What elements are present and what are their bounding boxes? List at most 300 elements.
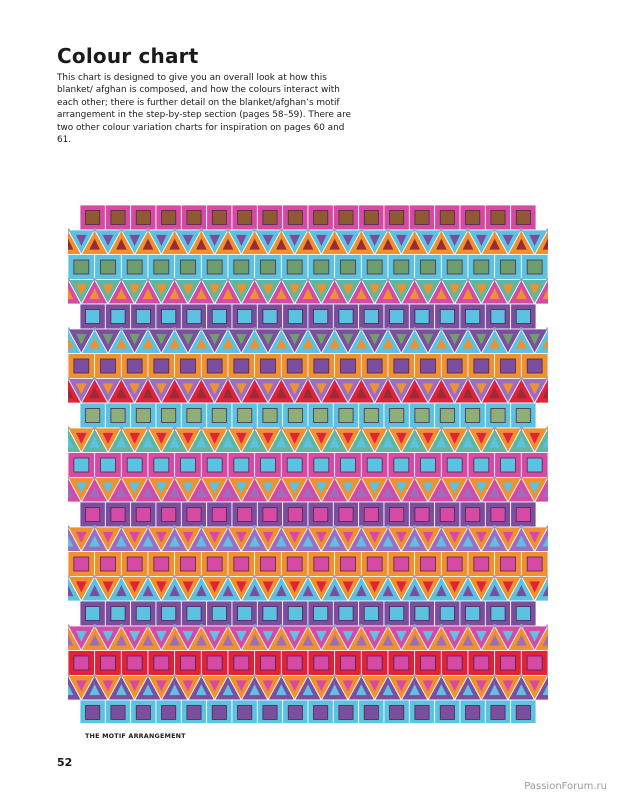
join-dot bbox=[120, 674, 124, 678]
square-motif-centre bbox=[238, 211, 252, 225]
square-motif-centre bbox=[314, 706, 328, 720]
square-motif-centre bbox=[136, 409, 150, 423]
join-dot bbox=[413, 476, 417, 480]
square-motif-centre bbox=[101, 260, 116, 274]
join-dot bbox=[93, 674, 97, 678]
join-dot bbox=[466, 327, 470, 331]
square-motif-centre bbox=[447, 557, 462, 571]
square-motif-centre bbox=[162, 607, 176, 621]
join-dot bbox=[306, 377, 310, 381]
square-motif-centre bbox=[527, 458, 542, 472]
join-dot bbox=[493, 674, 497, 678]
join-dot bbox=[120, 327, 124, 331]
join-dot bbox=[520, 228, 524, 232]
join-dot bbox=[280, 377, 284, 381]
square-motif-centre bbox=[491, 211, 505, 225]
join-dot bbox=[493, 476, 497, 480]
join-dot bbox=[306, 575, 310, 579]
square-motif-centre bbox=[261, 557, 276, 571]
square-motif-centre bbox=[314, 359, 329, 373]
page-number: 52 bbox=[57, 756, 73, 769]
square-motif-centre bbox=[287, 656, 302, 670]
square-motif-centre bbox=[288, 607, 302, 621]
join-dot bbox=[253, 674, 257, 678]
join-dot bbox=[200, 377, 204, 381]
join-dot bbox=[200, 426, 204, 430]
join-dot bbox=[280, 278, 284, 282]
square-motif-centre bbox=[501, 359, 516, 373]
join-dot bbox=[493, 327, 497, 331]
join-dot bbox=[466, 278, 470, 282]
square-motif-centre bbox=[314, 557, 329, 571]
join-dot bbox=[226, 476, 230, 480]
square-motif-centre bbox=[314, 607, 328, 621]
join-dot bbox=[226, 525, 230, 529]
join-dot bbox=[413, 575, 417, 579]
join-dot bbox=[200, 228, 204, 232]
square-motif-centre bbox=[341, 359, 356, 373]
square-motif-centre bbox=[527, 260, 542, 274]
join-dot bbox=[146, 228, 150, 232]
join-dot bbox=[253, 278, 257, 282]
join-dot bbox=[386, 624, 390, 628]
square-motif-centre bbox=[415, 211, 429, 225]
square-motif-centre bbox=[466, 607, 480, 621]
square-motif-centre bbox=[212, 310, 226, 324]
join-dot bbox=[280, 624, 284, 628]
join-dot bbox=[440, 327, 444, 331]
join-dot bbox=[493, 525, 497, 529]
join-dot bbox=[226, 228, 230, 232]
join-dot bbox=[333, 377, 337, 381]
square-motif-centre bbox=[390, 508, 404, 522]
square-motif-centre bbox=[421, 656, 436, 670]
square-motif-centre bbox=[364, 607, 378, 621]
square-motif-centre bbox=[516, 706, 530, 720]
square-motif-centre bbox=[136, 310, 150, 324]
join-dot bbox=[146, 575, 150, 579]
square-motif-centre bbox=[390, 409, 404, 423]
square-motif-centre bbox=[421, 458, 436, 472]
square-motif-centre bbox=[127, 656, 142, 670]
join-dot bbox=[146, 624, 150, 628]
square-motif-centre bbox=[339, 508, 353, 522]
square-motif-centre bbox=[341, 656, 356, 670]
join-dot bbox=[120, 377, 124, 381]
square-motif-centre bbox=[162, 706, 176, 720]
join-dot bbox=[253, 525, 257, 529]
square-motif-centre bbox=[86, 409, 100, 423]
square-motif-centre bbox=[238, 310, 252, 324]
square-motif-centre bbox=[447, 656, 462, 670]
join-dot bbox=[333, 228, 337, 232]
join-dot bbox=[226, 674, 230, 678]
square-motif-centre bbox=[111, 409, 125, 423]
square-motif-centre bbox=[314, 458, 329, 472]
join-dot bbox=[226, 327, 230, 331]
square-motif-centre bbox=[136, 508, 150, 522]
join-dot bbox=[333, 624, 337, 628]
square-motif-centre bbox=[187, 607, 201, 621]
join-dot bbox=[333, 327, 337, 331]
square-motif-centre bbox=[154, 458, 169, 472]
join-dot bbox=[360, 278, 364, 282]
square-motif-centre bbox=[394, 557, 409, 571]
square-motif-centre bbox=[263, 706, 277, 720]
join-dot bbox=[493, 624, 497, 628]
join-dot bbox=[120, 426, 124, 430]
join-dot bbox=[520, 327, 524, 331]
square-motif-centre bbox=[339, 607, 353, 621]
square-motif-centre bbox=[314, 310, 328, 324]
join-dot bbox=[440, 525, 444, 529]
join-dot bbox=[280, 426, 284, 430]
join-dot bbox=[466, 525, 470, 529]
square-motif-centre bbox=[440, 706, 454, 720]
join-dot bbox=[173, 327, 177, 331]
square-motif-centre bbox=[466, 508, 480, 522]
square-motif-centre bbox=[415, 706, 429, 720]
join-dot bbox=[200, 327, 204, 331]
square-motif-centre bbox=[288, 409, 302, 423]
square-motif-centre bbox=[234, 458, 249, 472]
join-dot bbox=[173, 476, 177, 480]
join-dot bbox=[333, 476, 337, 480]
square-motif-centre bbox=[527, 557, 542, 571]
square-motif-centre bbox=[394, 458, 409, 472]
square-motif-centre bbox=[501, 557, 516, 571]
square-motif-centre bbox=[127, 359, 142, 373]
join-dot bbox=[226, 426, 230, 430]
join-dot bbox=[520, 674, 524, 678]
square-motif-centre bbox=[207, 458, 222, 472]
square-motif-centre bbox=[501, 260, 516, 274]
join-dot bbox=[466, 575, 470, 579]
square-motif-centre bbox=[466, 211, 480, 225]
join-dot bbox=[173, 624, 177, 628]
square-motif-centre bbox=[111, 211, 125, 225]
join-dot bbox=[440, 575, 444, 579]
square-motif-centre bbox=[154, 260, 169, 274]
join-dot bbox=[306, 525, 310, 529]
square-motif-centre bbox=[181, 359, 196, 373]
square-motif-centre bbox=[491, 409, 505, 423]
square-motif-centre bbox=[181, 458, 196, 472]
square-motif-centre bbox=[162, 211, 176, 225]
square-motif-centre bbox=[491, 508, 505, 522]
square-motif-centre bbox=[288, 310, 302, 324]
join-dot bbox=[493, 278, 497, 282]
join-dot bbox=[146, 377, 150, 381]
square-motif-centre bbox=[339, 211, 353, 225]
square-motif-centre bbox=[154, 557, 169, 571]
square-motif-centre bbox=[238, 706, 252, 720]
square-motif-centre bbox=[74, 458, 89, 472]
join-dot bbox=[386, 426, 390, 430]
square-motif-centre bbox=[339, 310, 353, 324]
join-dot bbox=[413, 278, 417, 282]
join-dot bbox=[440, 278, 444, 282]
square-motif-centre bbox=[466, 310, 480, 324]
join-dot bbox=[173, 426, 177, 430]
square-motif-centre bbox=[516, 211, 530, 225]
join-dot bbox=[146, 674, 150, 678]
square-motif-centre bbox=[314, 260, 329, 274]
join-dot bbox=[360, 624, 364, 628]
join-dot bbox=[280, 327, 284, 331]
square-motif-centre bbox=[154, 656, 169, 670]
join-dot bbox=[466, 228, 470, 232]
square-motif-centre bbox=[390, 211, 404, 225]
join-dot bbox=[93, 327, 97, 331]
join-dot bbox=[520, 624, 524, 628]
join-dot bbox=[306, 674, 310, 678]
square-motif-centre bbox=[491, 706, 505, 720]
join-dot bbox=[360, 377, 364, 381]
square-motif-centre bbox=[341, 260, 356, 274]
square-motif-centre bbox=[162, 508, 176, 522]
square-motif-centre bbox=[516, 508, 530, 522]
square-motif-centre bbox=[415, 508, 429, 522]
join-dot bbox=[146, 327, 150, 331]
join-dot bbox=[520, 575, 524, 579]
square-motif-centre bbox=[212, 508, 226, 522]
watermark: PassionForum.ru bbox=[524, 781, 607, 792]
join-dot bbox=[333, 426, 337, 430]
join-dot bbox=[306, 476, 310, 480]
square-motif-centre bbox=[101, 359, 116, 373]
square-motif-centre bbox=[364, 706, 378, 720]
square-motif-centre bbox=[421, 557, 436, 571]
join-dot bbox=[466, 426, 470, 430]
join-dot bbox=[253, 377, 257, 381]
square-motif-centre bbox=[288, 508, 302, 522]
square-motif-centre bbox=[287, 260, 302, 274]
join-dot bbox=[93, 624, 97, 628]
join-dot bbox=[120, 278, 124, 282]
square-motif-centre bbox=[474, 458, 489, 472]
join-dot bbox=[493, 377, 497, 381]
square-motif-centre bbox=[314, 409, 328, 423]
join-dot bbox=[520, 525, 524, 529]
square-motif-centre bbox=[367, 260, 382, 274]
join-dot bbox=[200, 624, 204, 628]
join-dot bbox=[173, 525, 177, 529]
join-dot bbox=[360, 327, 364, 331]
join-dot bbox=[386, 278, 390, 282]
join-dot bbox=[333, 278, 337, 282]
join-dot bbox=[173, 575, 177, 579]
join-dot bbox=[253, 476, 257, 480]
square-motif-centre bbox=[415, 310, 429, 324]
square-motif-centre bbox=[74, 656, 89, 670]
square-motif-centre bbox=[74, 359, 89, 373]
join-dot bbox=[493, 426, 497, 430]
square-motif-centre bbox=[339, 409, 353, 423]
join-dot bbox=[386, 674, 390, 678]
join-dot bbox=[120, 575, 124, 579]
square-motif-centre bbox=[261, 656, 276, 670]
square-motif-centre bbox=[207, 359, 222, 373]
square-motif-centre bbox=[111, 706, 125, 720]
square-motif-centre bbox=[440, 508, 454, 522]
square-motif-centre bbox=[501, 656, 516, 670]
square-motif-centre bbox=[238, 607, 252, 621]
join-dot bbox=[333, 575, 337, 579]
square-motif-centre bbox=[234, 260, 249, 274]
square-motif-centre bbox=[466, 706, 480, 720]
square-motif-centre bbox=[127, 557, 142, 571]
square-motif-centre bbox=[127, 260, 142, 274]
square-motif-centre bbox=[287, 458, 302, 472]
join-dot bbox=[520, 278, 524, 282]
join-dot bbox=[146, 525, 150, 529]
join-dot bbox=[200, 476, 204, 480]
square-motif-centre bbox=[364, 508, 378, 522]
join-dot bbox=[200, 674, 204, 678]
square-motif-centre bbox=[187, 310, 201, 324]
join-dot bbox=[120, 525, 124, 529]
square-motif-centre bbox=[415, 409, 429, 423]
square-motif-centre bbox=[367, 557, 382, 571]
square-motif-centre bbox=[367, 359, 382, 373]
join-dot bbox=[413, 377, 417, 381]
join-dot bbox=[520, 426, 524, 430]
join-dot bbox=[386, 575, 390, 579]
join-dot bbox=[360, 674, 364, 678]
square-motif-centre bbox=[390, 706, 404, 720]
join-dot bbox=[413, 426, 417, 430]
square-motif-centre bbox=[261, 359, 276, 373]
square-motif-centre bbox=[527, 656, 542, 670]
square-motif-centre bbox=[207, 656, 222, 670]
join-dot bbox=[146, 426, 150, 430]
join-dot bbox=[466, 674, 470, 678]
square-motif-centre bbox=[187, 409, 201, 423]
square-motif-centre bbox=[263, 310, 277, 324]
square-motif-centre bbox=[474, 656, 489, 670]
square-motif-centre bbox=[136, 706, 150, 720]
join-dot bbox=[280, 674, 284, 678]
square-motif-centre bbox=[86, 310, 100, 324]
join-dot bbox=[306, 228, 310, 232]
join-dot bbox=[200, 278, 204, 282]
square-motif-centre bbox=[238, 508, 252, 522]
join-dot bbox=[386, 327, 390, 331]
square-motif-centre bbox=[367, 656, 382, 670]
square-motif-centre bbox=[516, 310, 530, 324]
join-dot bbox=[386, 228, 390, 232]
square-motif-centre bbox=[421, 359, 436, 373]
join-dot bbox=[440, 476, 444, 480]
square-motif-centre bbox=[234, 557, 249, 571]
square-motif-centre bbox=[474, 557, 489, 571]
join-dot bbox=[226, 575, 230, 579]
square-motif-centre bbox=[501, 458, 516, 472]
square-motif-centre bbox=[207, 557, 222, 571]
join-dot bbox=[440, 674, 444, 678]
square-motif-centre bbox=[234, 656, 249, 670]
square-motif-centre bbox=[474, 260, 489, 274]
square-motif-centre bbox=[261, 260, 276, 274]
square-motif-centre bbox=[86, 706, 100, 720]
join-dot bbox=[466, 377, 470, 381]
join-dot bbox=[253, 426, 257, 430]
join-dot bbox=[120, 624, 124, 628]
join-dot bbox=[440, 624, 444, 628]
join-dot bbox=[360, 575, 364, 579]
square-motif-centre bbox=[415, 607, 429, 621]
intro-paragraph: This chart is designed to give you an overall look at how this blanket/ afghan is composed, and how the colours interact with each other; there is further detail on the blanket/afghan’s motif arrangement in the step-by-step section (pages 58–59). There are two other colour variation charts for inspiration on pages 60 and 61. bbox=[57, 73, 351, 146]
join-dot bbox=[493, 228, 497, 232]
join-dot bbox=[306, 278, 310, 282]
join-dot bbox=[146, 476, 150, 480]
join-dot bbox=[93, 377, 97, 381]
page-title: Colour chart bbox=[57, 44, 199, 68]
square-motif-centre bbox=[263, 409, 277, 423]
square-motif-centre bbox=[263, 211, 277, 225]
square-motif-centre bbox=[491, 310, 505, 324]
square-motif-centre bbox=[394, 656, 409, 670]
square-motif-centre bbox=[314, 508, 328, 522]
join-dot bbox=[226, 278, 230, 282]
join-dot bbox=[413, 525, 417, 529]
square-motif-centre bbox=[74, 557, 89, 571]
square-motif-centre bbox=[390, 607, 404, 621]
square-motif-centre bbox=[394, 359, 409, 373]
square-motif-centre bbox=[440, 409, 454, 423]
join-dot bbox=[200, 525, 204, 529]
square-motif-centre bbox=[101, 557, 116, 571]
join-dot bbox=[493, 575, 497, 579]
square-motif-centre bbox=[187, 211, 201, 225]
square-motif-centre bbox=[287, 557, 302, 571]
square-motif-centre bbox=[447, 260, 462, 274]
square-motif-centre bbox=[367, 458, 382, 472]
join-dot bbox=[413, 228, 417, 232]
square-motif-centre bbox=[101, 458, 116, 472]
join-dot bbox=[333, 525, 337, 529]
join-dot bbox=[173, 674, 177, 678]
join-dot bbox=[253, 624, 257, 628]
join-dot bbox=[413, 327, 417, 331]
square-motif-centre bbox=[466, 409, 480, 423]
join-dot bbox=[360, 476, 364, 480]
join-dot bbox=[280, 525, 284, 529]
square-motif-centre bbox=[288, 706, 302, 720]
join-dot bbox=[333, 674, 337, 678]
square-motif-centre bbox=[440, 211, 454, 225]
square-motif-centre bbox=[101, 656, 116, 670]
join-dot bbox=[253, 228, 257, 232]
square-motif-centre bbox=[447, 359, 462, 373]
join-dot bbox=[93, 476, 97, 480]
square-motif-centre bbox=[263, 508, 277, 522]
join-dot bbox=[466, 624, 470, 628]
join-dot bbox=[280, 476, 284, 480]
join-dot bbox=[440, 377, 444, 381]
join-dot bbox=[520, 377, 524, 381]
join-dot bbox=[226, 377, 230, 381]
join-dot bbox=[360, 426, 364, 430]
join-dot bbox=[360, 525, 364, 529]
square-motif-centre bbox=[288, 211, 302, 225]
join-dot bbox=[466, 476, 470, 480]
square-motif-centre bbox=[364, 211, 378, 225]
square-motif-centre bbox=[447, 458, 462, 472]
square-motif-centre bbox=[474, 359, 489, 373]
join-dot bbox=[120, 228, 124, 232]
